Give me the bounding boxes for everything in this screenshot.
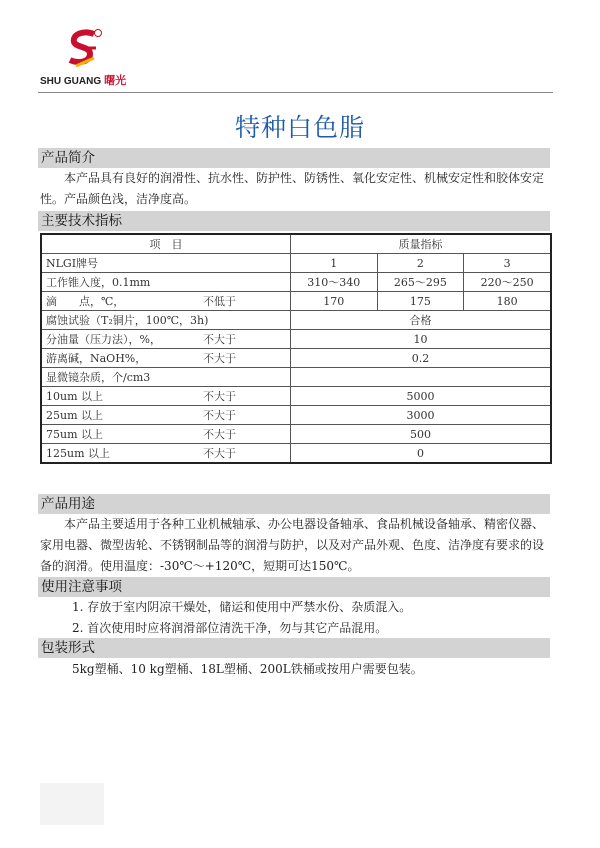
cell-value: 3000 <box>291 406 552 425</box>
row-limit: 不低于 <box>203 295 236 308</box>
cell-value: 10 <box>291 330 552 349</box>
section-heading-packaging: 包装形式 <box>38 638 550 658</box>
logo-s-icon <box>66 28 102 70</box>
row-limit: 不大于 <box>203 409 236 422</box>
section-heading-usage: 产品用途 <box>38 494 550 514</box>
row-limit: 不大于 <box>203 390 236 403</box>
cell-value: 5000 <box>291 387 552 406</box>
table-row <box>41 330 551 349</box>
table-row <box>41 254 551 273</box>
usage-text: 本产品主要适用于各种工业机械轴承、办公电器设备轴承、食品机械设备轴承、精密仪器、家用电器、微型齿轮、不锈钢制品等的润滑与防护，以及对产品外观、色度、洁净度有要求的设备的润滑。使用温度：-30℃～+120℃，短期可达150℃。 <box>40 517 545 573</box>
header-quality: 质量指标 <box>291 234 552 254</box>
notes-list <box>72 597 411 639</box>
table-header-row <box>41 234 551 254</box>
table-row <box>41 406 551 425</box>
table-row <box>41 349 551 368</box>
cell-value: 175 <box>377 292 464 311</box>
table-row <box>41 444 551 464</box>
row-label: 腐蚀试验（T₂铜片，100℃，3h) <box>46 314 209 327</box>
row-label: 125um 以上 <box>46 447 111 460</box>
row-label: 25um 以上 <box>46 409 104 422</box>
table-row <box>41 273 551 292</box>
cell-value: 170 <box>291 292 378 311</box>
cell-value: 220～250 <box>464 273 551 292</box>
row-limit: 不大于 <box>203 447 236 460</box>
impurity-title: 显微镜杂质，个/cm3 <box>41 368 291 387</box>
table-row <box>41 368 551 387</box>
table-row <box>41 387 551 406</box>
table-row <box>41 292 551 311</box>
row-limit: 不大于 <box>203 352 236 365</box>
cell-value: 265～295 <box>377 273 464 292</box>
cell-value: 0 <box>291 444 552 464</box>
row-label: 分油量（压力法），%， <box>46 333 161 346</box>
header-item: 项 目 <box>41 234 291 254</box>
brand-name: SHU GUANG 曙光 <box>40 75 127 87</box>
packaging-text: 5kg塑桶、10 kg塑桶、18L塑桶、200L铁桶或按用户需要包装。 <box>72 662 423 676</box>
intro-text: 本产品具有良好的润滑性、抗水性、防护性、防锈性、氧化安定性、机械安定性和胶体安定性。产品颜色浅，洁净度高。 <box>40 171 545 206</box>
section-heading-intro: 产品简介 <box>38 148 550 168</box>
section-heading-specs: 主要技术指标 <box>38 211 550 231</box>
table-row <box>41 425 551 444</box>
row-label: 75um 以上 <box>46 428 104 441</box>
cell-value: 180 <box>464 292 551 311</box>
section-heading-notes: 使用注意事项 <box>38 577 550 597</box>
company-logo <box>40 28 130 88</box>
row-label: 10um 以上 <box>46 390 104 403</box>
row-limit: 不大于 <box>203 333 236 346</box>
row-label: 游离碱，NaOH%， <box>46 352 147 365</box>
cell-value: 500 <box>291 425 552 444</box>
spec-table <box>40 233 552 464</box>
header-divider <box>38 92 553 93</box>
page-title: 特种白色脂 <box>234 113 365 142</box>
nlgi-label: NLGI牌号 <box>41 254 291 273</box>
grade-2: 2 <box>377 254 464 273</box>
list-item: 1. 存放于室内阴凉干燥处，储运和使用中严禁水份、杂质混入。 <box>72 600 412 614</box>
table-row <box>41 311 551 330</box>
row-label: 工作锥入度，0.1mm <box>46 276 151 289</box>
footer-box <box>40 783 104 825</box>
row-label: 滴 点，℃， <box>46 295 125 308</box>
grade-1: 1 <box>291 254 378 273</box>
row-limit: 不大于 <box>203 428 236 441</box>
cell-value: 0.2 <box>291 349 552 368</box>
list-item: 2. 首次使用时应将润滑部位清洗干净，勿与其它产品混用。 <box>72 621 388 635</box>
cell-value: 合格 <box>291 311 552 330</box>
cell-value: 310～340 <box>291 273 378 292</box>
grade-3: 3 <box>464 254 551 273</box>
